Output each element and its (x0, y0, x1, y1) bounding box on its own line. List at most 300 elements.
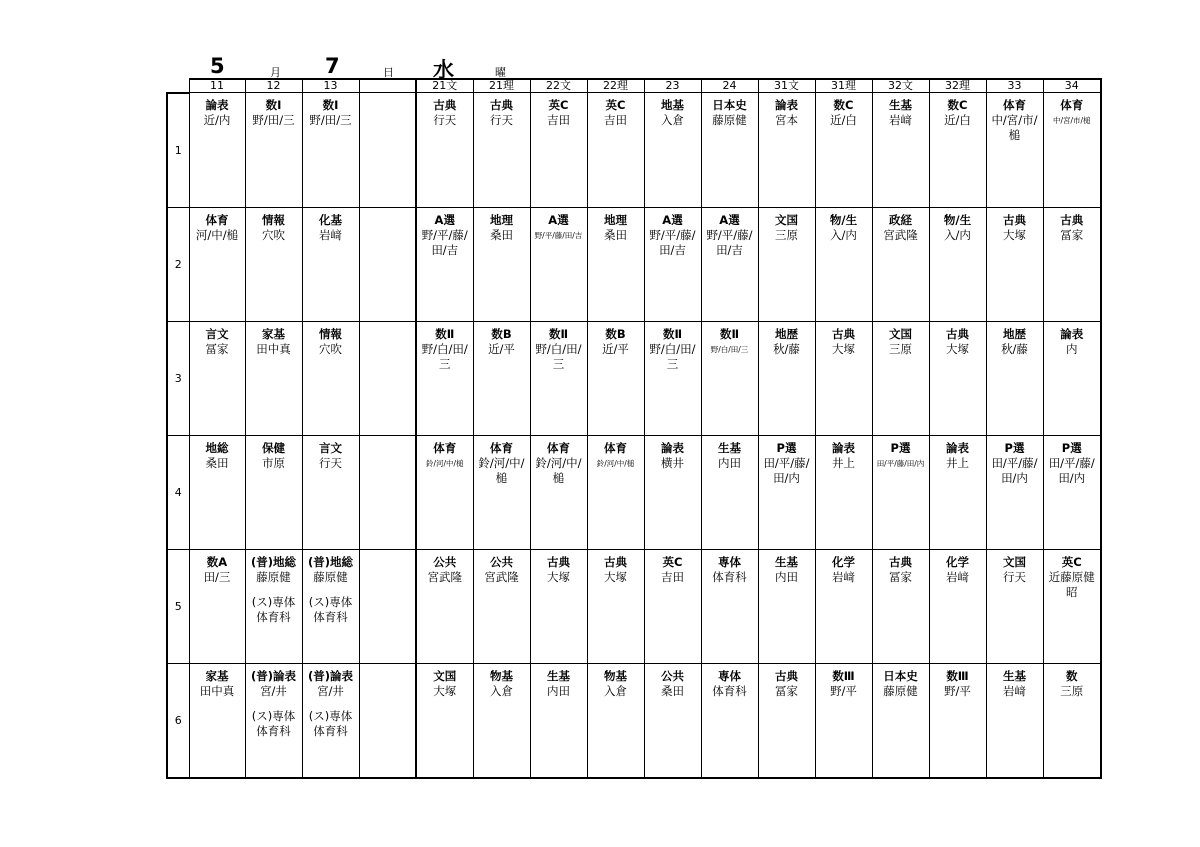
subject: P選 (776, 440, 797, 455)
timetable-cell (302, 207, 359, 321)
teacher: 藤原健 (712, 113, 747, 127)
timetable-cell (872, 93, 929, 208)
timetable-cell (644, 207, 701, 321)
timetable-cell (587, 93, 644, 208)
period-row (167, 663, 1101, 778)
timetable-cell (701, 93, 758, 208)
period-row (167, 207, 1101, 321)
teacher: 野/平/藤/田/吉 (534, 230, 583, 240)
subject: 古典 (946, 326, 969, 341)
timetable-cell (473, 93, 530, 208)
teacher: 近/白 (944, 113, 971, 127)
timetable-cell (872, 549, 929, 663)
subject: 化学 (832, 554, 855, 569)
timetable-cell (1043, 663, 1101, 778)
timetable-cell (416, 93, 473, 208)
teacher: 鈴/河/中/槌 (478, 455, 525, 485)
subject: 家基 (262, 326, 285, 341)
teacher-alt: 体育科 (313, 723, 348, 738)
teacher: 宮/井 (260, 683, 287, 698)
timetable-cell (587, 663, 644, 778)
timetable-cell (189, 435, 245, 549)
teacher: 内田 (775, 569, 798, 584)
class-header: 24 (701, 79, 758, 93)
subject: 文国 (889, 326, 912, 341)
timetable-cell (359, 93, 416, 208)
timetable-cell (189, 207, 245, 321)
teacher-alt: 体育科 (313, 609, 348, 624)
spacer (246, 585, 302, 595)
subject: 物/生 (943, 212, 972, 227)
teacher: 岩﨑 (319, 227, 342, 242)
subject: 数Ⅱ (435, 326, 455, 341)
teacher: 冨家 (1060, 227, 1084, 242)
subject: 化学 (946, 554, 969, 569)
timetable-cell (1043, 435, 1101, 549)
timetable-cell (359, 549, 416, 663)
subject: 数B (605, 326, 626, 341)
teacher: 大塚 (547, 569, 570, 584)
subject: A選 (662, 212, 683, 227)
period-row (167, 435, 1101, 549)
subject: 論表 (775, 98, 798, 112)
teacher: 野/田/三 (309, 113, 352, 127)
subject: 体育 (205, 212, 229, 227)
timetable-cell (986, 93, 1043, 208)
subject: 数Ⅰ (322, 98, 339, 112)
subject: 物基 (490, 668, 513, 683)
timetable-cell (986, 549, 1043, 663)
teacher: 野/平 (830, 683, 857, 698)
class-header: 21文 (416, 79, 473, 93)
timetable-body (167, 93, 1101, 778)
teacher: 内田 (547, 683, 570, 698)
subject: 政経 (889, 212, 912, 227)
subject: P選 (890, 440, 911, 455)
subject: 地基 (661, 98, 684, 112)
timetable-cell (872, 207, 929, 321)
weekday: 水 (433, 58, 454, 82)
month-number: 5 (210, 54, 225, 78)
class-header: 32文 (872, 79, 929, 93)
timetable-cell (245, 435, 302, 549)
subject: 論表 (205, 98, 229, 112)
timetable-cell (644, 93, 701, 208)
subject: 数C (947, 98, 968, 112)
timetable-cell (189, 663, 245, 778)
subject: 文国 (433, 668, 457, 683)
teacher: 大塚 (433, 683, 457, 698)
subject: 地歴 (775, 326, 798, 341)
timetable-cell (758, 93, 815, 208)
timetable-cell (929, 93, 986, 208)
subject: A選 (434, 212, 455, 227)
subject: 情報 (319, 326, 342, 341)
timetable-cell (644, 663, 701, 778)
teacher: 三原 (775, 227, 798, 242)
timetable-cell (986, 207, 1043, 321)
timetable-cell (872, 663, 929, 778)
timetable-cell (644, 549, 701, 663)
subject: (普)地総 (250, 554, 296, 569)
timetable-cell (473, 321, 530, 435)
subject: 体育 (1060, 98, 1084, 112)
timetable-cell (530, 207, 587, 321)
day-label: 日 (383, 66, 394, 79)
teacher-alt: 体育科 (256, 609, 291, 624)
teacher: 吉田 (547, 113, 570, 127)
teacher: 田中真 (199, 683, 235, 698)
subject: 数Ⅲ (946, 668, 969, 683)
teacher: 野/平/藤/田/吉 (421, 227, 468, 257)
subject: 体育 (547, 440, 570, 455)
timetable-cell (359, 435, 416, 549)
timetable-cell (872, 435, 929, 549)
teacher: 穴吹 (262, 227, 285, 242)
class-header: 33 (986, 79, 1043, 93)
timetable-cell (1043, 549, 1101, 663)
teacher: 行天 (490, 113, 513, 127)
teacher: 宮本 (775, 113, 798, 127)
teacher: 大塚 (946, 341, 969, 356)
teacher: 横井 (661, 455, 684, 470)
timetable-cell (530, 549, 587, 663)
subject: (普)論表 (250, 668, 296, 683)
timetable-cell (530, 663, 587, 778)
teacher: 内田 (718, 455, 741, 470)
subject: 家基 (205, 668, 229, 683)
subject: 数C (833, 98, 854, 112)
subject: 専体 (718, 554, 741, 569)
timetable-cell (530, 435, 587, 549)
teacher: 宮/井 (317, 683, 344, 698)
subject: 情報 (262, 212, 285, 227)
timetable-cell (587, 321, 644, 435)
timetable-cell (929, 435, 986, 549)
subject: A選 (548, 212, 569, 227)
subject: 数A (206, 554, 228, 569)
class-header: 11 (189, 79, 245, 93)
teacher: 岩﨑 (832, 569, 855, 584)
timetable-cell (530, 321, 587, 435)
teacher: 大塚 (1003, 227, 1026, 242)
teacher: 田/三 (203, 569, 231, 584)
subject: 数Ⅱ (662, 326, 683, 341)
subject: 生基 (889, 98, 912, 112)
timetable-cell (359, 207, 416, 321)
subject-alt: (ス)専体 (308, 594, 353, 609)
spacer (246, 699, 302, 709)
teacher: 近/平 (602, 341, 629, 356)
subject: P選 (1061, 440, 1082, 455)
timetable-cell (815, 93, 872, 208)
day-number: 7 (325, 54, 340, 78)
teacher: 秋/藤 (773, 341, 800, 356)
timetable-cell (359, 663, 416, 778)
subject: 論表 (661, 440, 684, 455)
teacher: 鈴/河/中/槌 (535, 455, 582, 485)
subject: 文国 (1003, 554, 1026, 569)
timetable-cell (473, 663, 530, 778)
timetable-cell (758, 663, 815, 778)
teacher: 行天 (433, 113, 457, 127)
subject: 化基 (319, 212, 342, 227)
timetable-cell (815, 435, 872, 549)
teacher: 入倉 (490, 683, 513, 698)
teacher: 中/宮/市/槌 (991, 113, 1038, 142)
class-header (359, 79, 416, 93)
subject: 体育 (433, 440, 457, 455)
period-number: 5 (167, 549, 189, 663)
timetable-cell (245, 321, 302, 435)
timetable-cell (587, 435, 644, 549)
timetable (166, 78, 1102, 779)
timetable-cell (986, 663, 1043, 778)
subject-alt: (ス)専体 (251, 708, 296, 723)
teacher: 秋/藤 (1001, 341, 1028, 356)
teacher: 穴吹 (319, 341, 342, 356)
teacher: 田/平/藤/田/内 (991, 455, 1038, 485)
timetable-cell (302, 435, 359, 549)
subject: 日本史 (712, 98, 747, 112)
subject: 英C (548, 98, 569, 112)
timetable-cell (929, 549, 986, 663)
subject: 地理 (490, 212, 513, 227)
teacher: 大塚 (832, 341, 855, 356)
timetable-cell (587, 207, 644, 321)
timetable-cell (644, 435, 701, 549)
teacher: 入倉 (604, 683, 627, 698)
teacher: 宮武隆 (427, 569, 462, 584)
timetable-cell (758, 435, 815, 549)
teacher: 田中真 (256, 341, 291, 356)
teacher: 藤原健 (256, 569, 291, 584)
class-header: 31文 (758, 79, 815, 93)
timetable-cell (701, 207, 758, 321)
teacher-alt: 体育科 (256, 723, 291, 738)
teacher: 入倉 (661, 113, 684, 127)
subject: 古典 (433, 98, 457, 112)
class-header: 21理 (473, 79, 530, 93)
timetable-cell (701, 549, 758, 663)
teacher: 野/白/田/三 (421, 341, 468, 371)
teacher: 井上 (946, 455, 969, 470)
subject: 英C (662, 554, 683, 569)
subject: 地総 (205, 440, 229, 455)
timetable-cell (473, 207, 530, 321)
subject: 公共 (433, 554, 457, 569)
timetable-cell (302, 321, 359, 435)
timetable-cell (929, 321, 986, 435)
subject: 論表 (946, 440, 969, 455)
subject: 古典 (1003, 212, 1026, 227)
teacher: 岩﨑 (1003, 683, 1026, 698)
teacher: 近/平 (488, 341, 515, 356)
timetable-cell (189, 321, 245, 435)
timetable-cell (473, 435, 530, 549)
teacher: 田/平/藤/田/内 (763, 455, 810, 485)
teacher: 中/宮/市/槌 (1052, 116, 1091, 125)
teacher: 田/平/藤/田/内 (1048, 455, 1095, 485)
subject: 古典 (889, 554, 912, 569)
teacher: 宮武隆 (883, 227, 918, 242)
teacher: 三原 (889, 341, 912, 356)
period-number: 4 (167, 435, 189, 549)
teacher: 野/平/藤/田/吉 (706, 227, 753, 257)
corner (167, 79, 189, 93)
timetable-cell (587, 549, 644, 663)
teacher: 入/内 (830, 227, 857, 242)
subject: 生基 (718, 440, 741, 455)
timetable-cell (416, 207, 473, 321)
period-number: 3 (167, 321, 189, 435)
timetable-cell (758, 549, 815, 663)
teacher: 田/平/藤/田/内 (876, 458, 925, 468)
timetable-cell (473, 549, 530, 663)
subject-alt: (ス)専体 (251, 594, 296, 609)
timetable-cell (815, 663, 872, 778)
timetable-cell (302, 549, 359, 663)
timetable-cell (1043, 93, 1101, 208)
timetable-cell (416, 435, 473, 549)
subject: 言文 (205, 326, 229, 341)
timetable-cell (701, 435, 758, 549)
subject: 物基 (604, 668, 627, 683)
timetable-cell (1043, 207, 1101, 321)
timetable-cell (929, 207, 986, 321)
subject: 公共 (661, 668, 684, 683)
timetable-cell (189, 93, 245, 208)
teacher: 野/白/田/三 (535, 341, 582, 371)
timetable-cell (416, 321, 473, 435)
teacher: 宮武隆 (484, 569, 519, 584)
period-number: 1 (167, 93, 189, 208)
subject: 数Ⅰ (265, 98, 282, 112)
teacher: 藤原健 (883, 683, 918, 698)
subject: 古典 (775, 668, 798, 683)
teacher: 岩﨑 (889, 113, 912, 127)
timetable-cell (245, 207, 302, 321)
teacher: 大塚 (604, 569, 627, 584)
weekday-label: 曜 (495, 66, 506, 79)
teacher: 桑田 (205, 455, 229, 470)
subject: 地理 (604, 212, 627, 227)
teacher: 体育科 (712, 683, 747, 698)
teacher: 三原 (1060, 683, 1084, 698)
subject: 日本史 (883, 668, 918, 683)
class-header: 31理 (815, 79, 872, 93)
period-number: 6 (167, 663, 189, 778)
period-row (167, 93, 1101, 208)
timetable-cell (302, 93, 359, 208)
timetable-cell (189, 549, 245, 663)
timetable-cell (245, 93, 302, 208)
teacher: 入/内 (944, 227, 971, 242)
subject: 保健 (262, 440, 285, 455)
teacher: 野/白/田/三 (649, 341, 696, 371)
timetable-cell (815, 321, 872, 435)
teacher: 藤原健 (313, 569, 348, 584)
period-row (167, 321, 1101, 435)
subject: 数 (1066, 668, 1078, 683)
subject: 論表 (832, 440, 855, 455)
teacher: 野/平 (944, 683, 971, 698)
period-row (167, 549, 1101, 663)
timetable-cell (815, 207, 872, 321)
teacher: 吉田 (604, 113, 627, 127)
subject: 公共 (490, 554, 513, 569)
subject: (普)論表 (307, 668, 353, 683)
subject: (普)地総 (307, 554, 353, 569)
teacher: 河/中/槌 (195, 227, 239, 242)
subject: 体育 (490, 440, 513, 455)
timetable-cell (416, 663, 473, 778)
subject: 生基 (547, 668, 570, 683)
timetable-cell (701, 321, 758, 435)
class-header: 13 (302, 79, 359, 93)
subject: 体育 (604, 440, 627, 455)
subject: 古典 (1060, 212, 1084, 227)
teacher: 桑田 (604, 227, 627, 242)
teacher: 桑田 (490, 227, 513, 242)
timetable-cell (644, 321, 701, 435)
teacher: 野/田/三 (252, 113, 295, 127)
timetable-cell (986, 321, 1043, 435)
subject: 数Ⅲ (832, 668, 855, 683)
subject: 数B (491, 326, 512, 341)
teacher: 野/白/田/三 (710, 344, 749, 354)
subject: 英C (1061, 554, 1082, 569)
teacher: 近/白 (830, 113, 857, 127)
teacher: 鈴/河/中/槌 (425, 458, 464, 468)
teacher: 岩﨑 (946, 569, 969, 584)
subject: 文国 (775, 212, 798, 227)
teacher: 井上 (832, 455, 855, 470)
subject: 数Ⅱ (719, 326, 740, 341)
class-header: 32理 (929, 79, 986, 93)
subject: 生基 (1003, 668, 1026, 683)
subject: 数Ⅱ (548, 326, 569, 341)
subject: 古典 (547, 554, 570, 569)
month-label: 月 (270, 66, 281, 79)
subject: 物/生 (829, 212, 858, 227)
teacher: 野/平/藤/田/吉 (649, 227, 696, 257)
timetable-cell (245, 663, 302, 778)
spacer (303, 585, 359, 595)
period-number: 2 (167, 207, 189, 321)
teacher: 行天 (319, 455, 342, 470)
teacher: 近藤原健昭 (1048, 569, 1095, 599)
subject: 古典 (604, 554, 627, 569)
subject: 体育 (1003, 98, 1026, 112)
timetable-cell (530, 93, 587, 208)
timetable-cell (929, 663, 986, 778)
teacher: 冨家 (889, 569, 912, 584)
subject: A選 (719, 212, 740, 227)
subject: 英C (605, 98, 626, 112)
subject: 地歴 (1003, 326, 1026, 341)
class-header: 34 (1043, 79, 1101, 93)
timetable-cell (416, 549, 473, 663)
teacher: 冨家 (775, 683, 798, 698)
teacher: 近/内 (203, 113, 231, 127)
teacher: 体育科 (712, 569, 747, 584)
teacher: 桑田 (661, 683, 684, 698)
spacer (303, 699, 359, 709)
teacher: 鈴/河/中/槌 (596, 458, 635, 468)
timetable-cell (701, 663, 758, 778)
class-header: 22文 (530, 79, 587, 93)
